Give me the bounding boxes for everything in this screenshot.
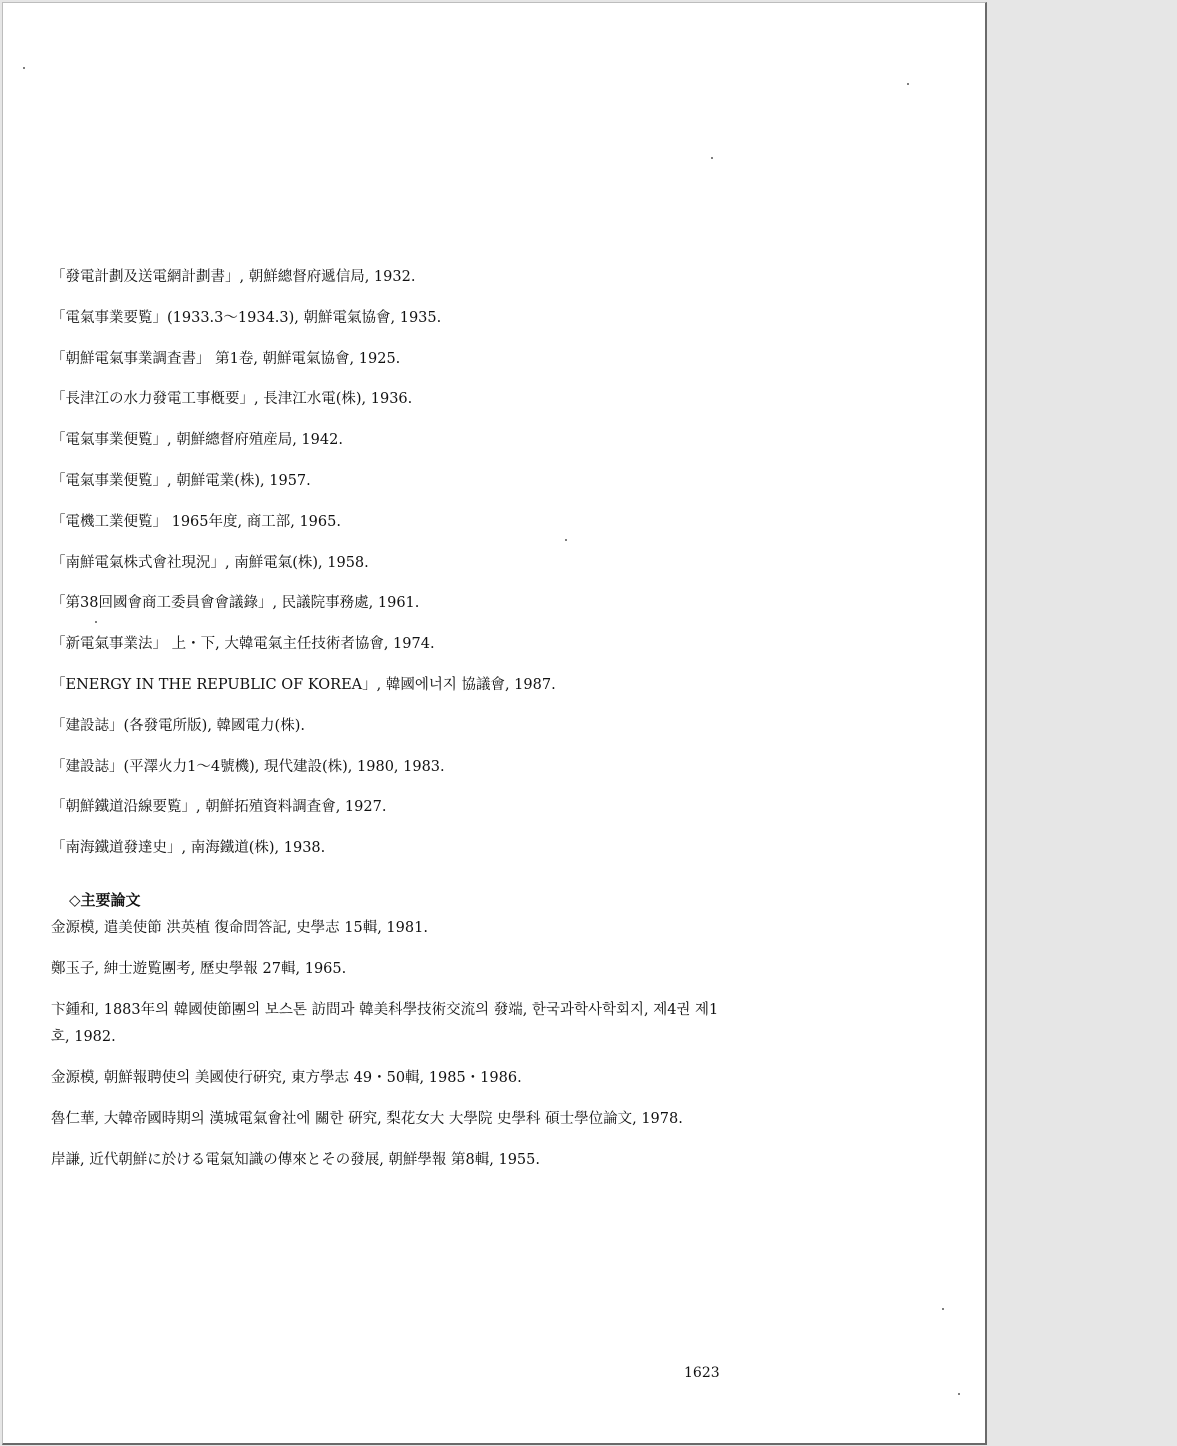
reference-item: 「發電計劃及送電網計劃書」, 朝鮮總督府遞信局, 1932. (51, 269, 416, 285)
reference-item: 「南海鐵道發達史」, 南海鐵道(株), 1938. (51, 840, 326, 857)
scan-speck (711, 157, 713, 159)
section-heading: ◇主要論文 (69, 891, 141, 909)
reference-item: 「電氣事業便覧」, 朝鮮電業(株), 1957. (51, 472, 311, 489)
reference-item: 「長津江の水力發電工事槪要」, 長津江水電(株), 1936. (51, 391, 413, 408)
reference-item: 「第38回國會商工委員會會議錄」, 民議院事務處, 1961. (51, 595, 420, 612)
scan-speck (907, 83, 909, 85)
scan-speck (565, 539, 567, 541)
page-number: 1623 (684, 1365, 720, 1381)
paper-list (51, 915, 723, 1188)
reference-item: 「朝鮮鐵道沿線要覧」, 朝鮮拓殖資料調査會, 1927. (51, 799, 387, 816)
reference-list (51, 265, 556, 877)
paper-item: 魯仁華, 大韓帝國時期의 漢城電氣會社에 關한 硏究, 梨花女大 大學院 史學科 碩士學位論文, 1978. (51, 1111, 683, 1127)
reference-item: 「建設誌」(平澤火力1〜4號機), 現代建設(株), 1980, 1983. (51, 758, 445, 775)
paper-item: 金源模, 朝鮮報聘使의 美國使行硏究, 東方學志 49・50輯, 1985・1986. (51, 1070, 522, 1086)
paper-item: 金源模, 遣美使節 洪英植 復命問答記, 史學志 15輯, 1981. (51, 920, 428, 936)
reference-item: 「ENERGY IN THE REPUBLIC OF KOREA」, 韓國에너지 協議會, 1987. (51, 676, 556, 693)
reference-item: 「朝鮮電氣事業調査書」 第1卷, 朝鮮電氣協會, 1925. (51, 350, 401, 367)
reference-item: 「建設誌」(各發電所版), 韓國電力(株). (51, 717, 305, 734)
paper-item: 岸謙, 近代朝鮮に於ける電氣知識の傳來とその發展, 朝鮮學報 第8輯, 1955. (51, 1152, 540, 1168)
document-page (2, 2, 987, 1445)
reference-item: 「電機工業便覧」 1965年度, 商工部, 1965. (51, 513, 341, 530)
reference-item: 「電氣事業要覧」(1933.3〜1934.3), 朝鮮電氣協會, 1935. (51, 309, 442, 326)
paper-item: 鄭玉子, 紳士遊覧團考, 歷史學報 27輯, 1965. (51, 961, 347, 977)
reference-item: 「新電氣事業法」 上・下, 大韓電氣主任技術者協會, 1974. (51, 636, 435, 653)
reference-item: 「電氣事業便覧」, 朝鮮總督府殖産局, 1942. (51, 432, 343, 449)
reference-item: 「南鮮電氣株式會社現況」, 南鮮電氣(株), 1958. (51, 554, 369, 571)
paper-item: 卞鍾和, 1883年의 韓國使節團의 보스톤 訪問과 韓美科學技術交流의 發端, 한국과학사학회지, 제4권 제1호, 1982. (51, 1002, 719, 1045)
scan-speck (23, 67, 25, 69)
scan-speck (958, 1393, 960, 1395)
scan-speck (942, 1308, 944, 1310)
